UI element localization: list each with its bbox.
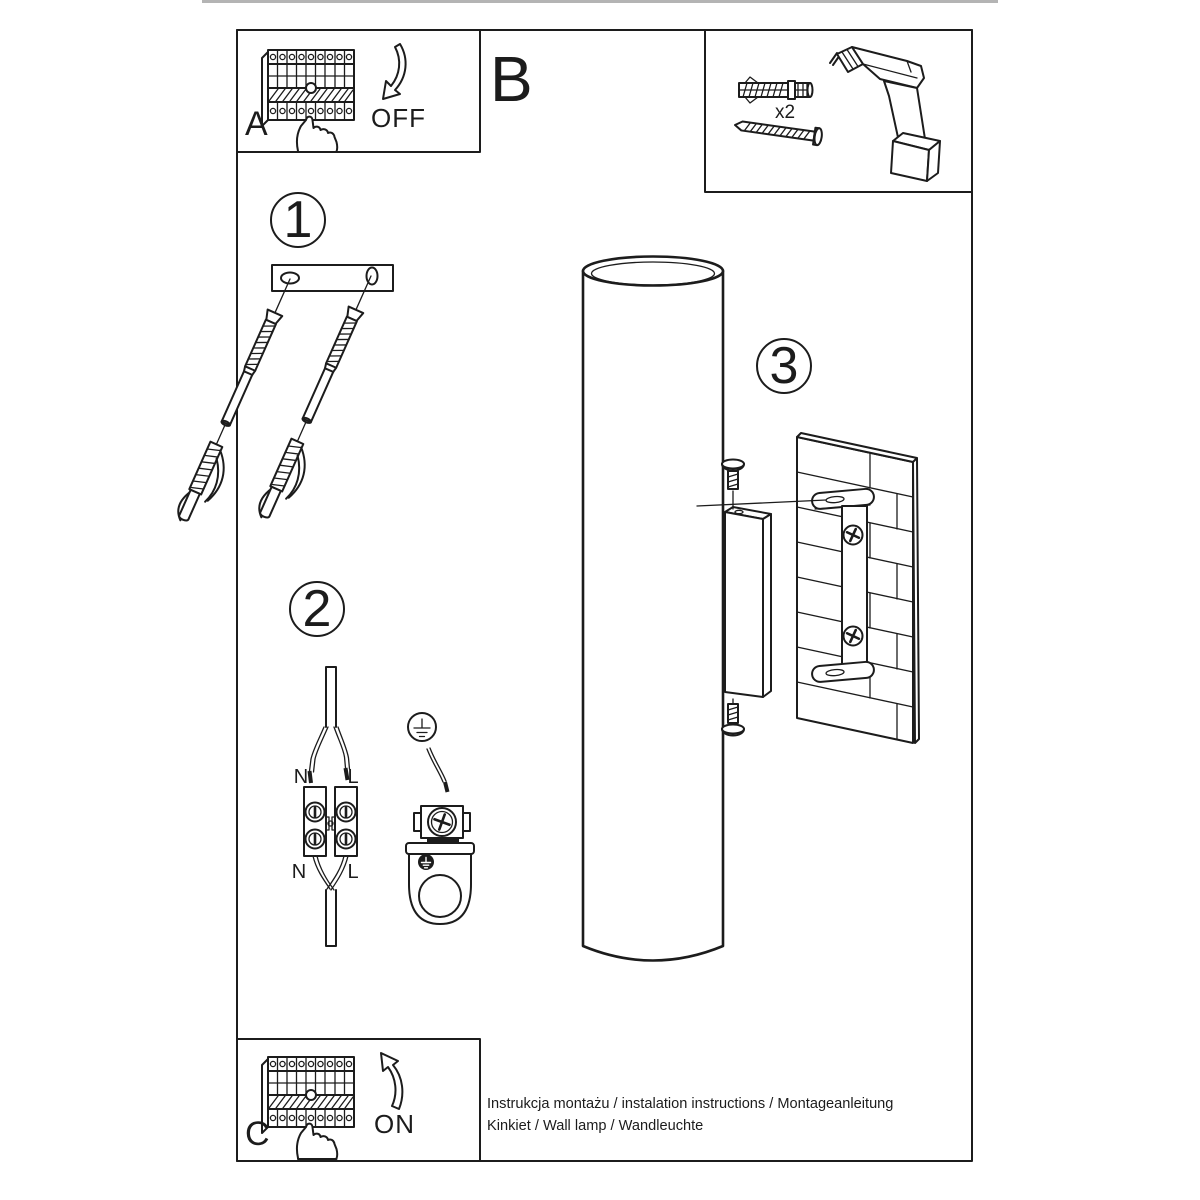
terminal-block <box>304 787 357 856</box>
live-label-top: L <box>347 766 359 788</box>
step-3-illustration <box>583 257 919 961</box>
bracket-screw-bottom <box>844 627 863 646</box>
tools-quantity-label: x2 <box>774 102 796 123</box>
ground-symbol-icon <box>408 713 436 741</box>
mount-bolt-top <box>722 460 744 510</box>
lamp-cylinder <box>583 257 723 961</box>
step-1-illustration <box>174 265 393 529</box>
step-3-badge <box>756 338 812 394</box>
wall-plug-icon <box>739 77 813 103</box>
step-2-badge <box>289 581 345 637</box>
panel-c-label: C <box>245 1115 270 1153</box>
panel-a-illustration <box>262 44 406 152</box>
panel-c-state-label: ON <box>374 1109 415 1139</box>
on-arrow-icon <box>381 1053 402 1109</box>
panel-c-illustration <box>262 1057 354 1159</box>
bracket-screw-top <box>844 526 863 545</box>
off-arrow-icon <box>383 44 406 99</box>
panel-a-state-label: OFF <box>371 103 426 133</box>
ground-terminal <box>414 806 470 838</box>
supply-cable <box>326 667 336 727</box>
step-3-number: 3 <box>769 337 799 395</box>
step-1-number: 1 <box>283 191 313 249</box>
live-label-bottom: L <box>347 861 359 883</box>
mount-bolt-bottom <box>722 699 744 736</box>
neutral-label-top: N <box>293 766 309 788</box>
lamp-base-plate <box>406 843 474 924</box>
lamp-mount-channel <box>725 507 771 697</box>
panel-a-label: A <box>245 105 268 143</box>
drill-icon <box>830 47 940 181</box>
page-scan-edge <box>202 0 998 3</box>
neutral-label-bottom: N <box>291 861 307 883</box>
step-2-number: 2 <box>302 580 332 638</box>
footer-product-line: Kinkiet / Wall lamp / Wandleuchte <box>487 1118 704 1134</box>
footer-title-line: Instrukcja montażu / instalation instructions / Montageanleitung <box>487 1096 894 1112</box>
step-1-badge <box>270 192 326 248</box>
panel-b-label: B <box>490 43 533 115</box>
step-2-illustration <box>304 667 474 946</box>
